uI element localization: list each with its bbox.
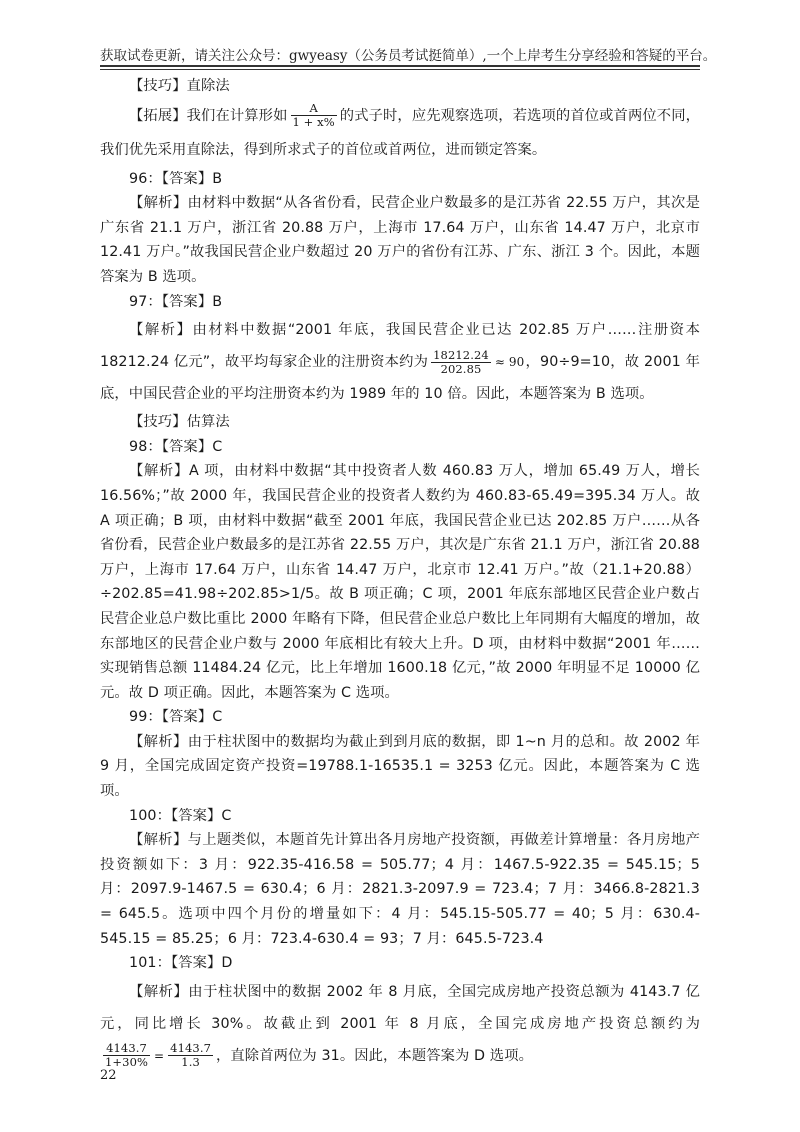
analysis-101-text-a: 【解析】由于柱状图中的数据 2002 年 8 月底，全国完成房地产投资总额为 4143.7 亿元，同比增长 30%。故截止到 2001 年 8 月底，全国完成房地产投资总额约为	[100, 983, 700, 1032]
fraction-numerator: 4143.7	[170, 1041, 212, 1056]
equals-sign: =	[154, 1048, 165, 1063]
analysis-99: 【解析】由于柱状图中的数据均为截止到到月底的数据，即 1~n 月的总和。故 2002 年 9 月，全国完成固定资产投资=19788.1-16535.1 = 3253 亿元。因此，本题答案为 C 选项。	[100, 733, 700, 800]
fraction-numerator: 18212.24	[433, 347, 489, 362]
fraction-denominator: 1+30%	[105, 1055, 149, 1070]
analysis-100: 【解析】与上题类似，本题首先计算出各月房地产投资额，再做差计算增量：各月房地产投资额如下：3 月：922.35-416.58 = 505.77；4 月：1467.5-922.35 = 545.15；5 月：2097.9-1467.5 = 630.4；6 月：2821.3-2097.9 = 723.4；7 月：3466.8-2821.3 = 645.5。选项中四个月份的增量如下：4 月：545.15-505.77 = 40；5 月：630.4-545.15 = 85.25；6 月：723.4-630.4 = 93；7 月：645.5-723.4	[100, 832, 700, 947]
analysis-97-text-a: 【解析】由材料中数据“2001 年底，我国民营企业已达 202.85 万户……注册资本 18212.24 亿元”，故平均每家企业的注册资本约为	[100, 322, 700, 371]
page-number: 22	[100, 1068, 117, 1083]
approx-value: ≈ 90	[494, 355, 525, 370]
fraction-registered-capital	[428, 346, 525, 378]
fraction-house-investment	[100, 1040, 216, 1072]
answer-99: 99：【答案】C	[129, 709, 223, 726]
extension-text-a: 【拓展】我们在计算形如	[129, 107, 288, 124]
analysis-97-text-b: ，90÷9=10，故 2001 年底，中国民营企业的平均注册资本约为 1989 年的 10 倍。因此，本题答案为 B 选项。	[100, 354, 700, 403]
header-rule-thick	[100, 65, 700, 67]
answer-100: 100：【答案】C	[129, 807, 232, 824]
extension-text-b: 的式子时，应先观察选项，若选项的首位或首两位不同，我们优先采用直除法，得到所求式子的首位或首两位，进而锁定答案。	[100, 107, 700, 158]
answer-97: 97：【答案】B	[129, 293, 223, 310]
answer-96: 96：【答案】B	[129, 170, 223, 187]
document-body	[100, 74, 700, 1072]
extension-paragraph	[100, 99, 700, 167]
fraction-denominator: 1.3	[168, 1055, 213, 1069]
fraction-denominator: 202.85	[431, 362, 491, 376]
page-header: 获取试卷更新，请关注公众号：gwyeasy（公务员考试挺简单）,一个上岸考生分享经验和答疑的平台。	[100, 48, 717, 64]
fraction-denominator: 1 + x%	[292, 115, 335, 130]
tip-paragraph-estimate: 【技巧】估算法	[129, 414, 230, 431]
analysis-97	[100, 314, 700, 410]
analysis-96: 【解析】由材料中数据“从各省份看，民营企业户数最多的是江苏省 22.55 万户，其次是广东省 21.1 万户，浙江省 20.88 万户，上海市 17.64 万户，山东省 14.47 万户，北京市 12.41 万户。”故我国民营企业户数超过 20 万户的省份有江苏、广东、浙江 3 个。因此，本题答案为 B 选项。	[100, 195, 700, 285]
fraction-numerator: A	[309, 101, 318, 116]
analysis-98: 【解析】A 项，由材料中数据“其中投资者人数 460.83 万人，增加 65.49 万人，增长 16.56%；”故 2000 年，我国民营企业的投资者人数约为 460.83-65.49=395.34 万人。故 A 项正确；B 项，由材料中数据“截至 2001 年底，我国民营企业已达 202.85 万户……从各省份看，民营企业户数最多的是江苏省 22.55 万户，其次是广东省 21.1 万户，浙江省 20.88 万户，上海市 17.64 万户，山东省 14.47 万户，北京市 12.41 万户。”故（21.1+20.88）÷202.85=41.98÷202.85>1/5。故 B 项正确；C 项，2001 年底东部地区民营企业户数占民营企业总户数比重比 2000 年略有下降，但民营企业总户数比上年同期有大幅度的增加，故东部地区的民营企业户数与 2000 年底相比有较大上升。D 项，由材料中数据“2001 年……实现销售总额 11484.24 亿元，比上年增加 1600.18 亿元，”故 2000 年明显不足 10000 亿元。故 D 项正确。因此，本题答案为 C 选项。	[100, 463, 700, 701]
analysis-101-text-b: ，直除首两位为 31。因此，本题答案为 D 选项。	[216, 1047, 533, 1064]
answer-101: 101：【答案】D	[129, 955, 233, 972]
analysis-101	[100, 976, 700, 1072]
tip-paragraph: 【技巧】直除法	[129, 78, 230, 94]
fraction-a-over-1-plus-x	[291, 102, 337, 129]
fraction-numerator: 4143.7	[106, 1041, 147, 1056]
header-rule-thin	[100, 69, 700, 70]
answer-98: 98：【答案】C	[129, 438, 223, 455]
